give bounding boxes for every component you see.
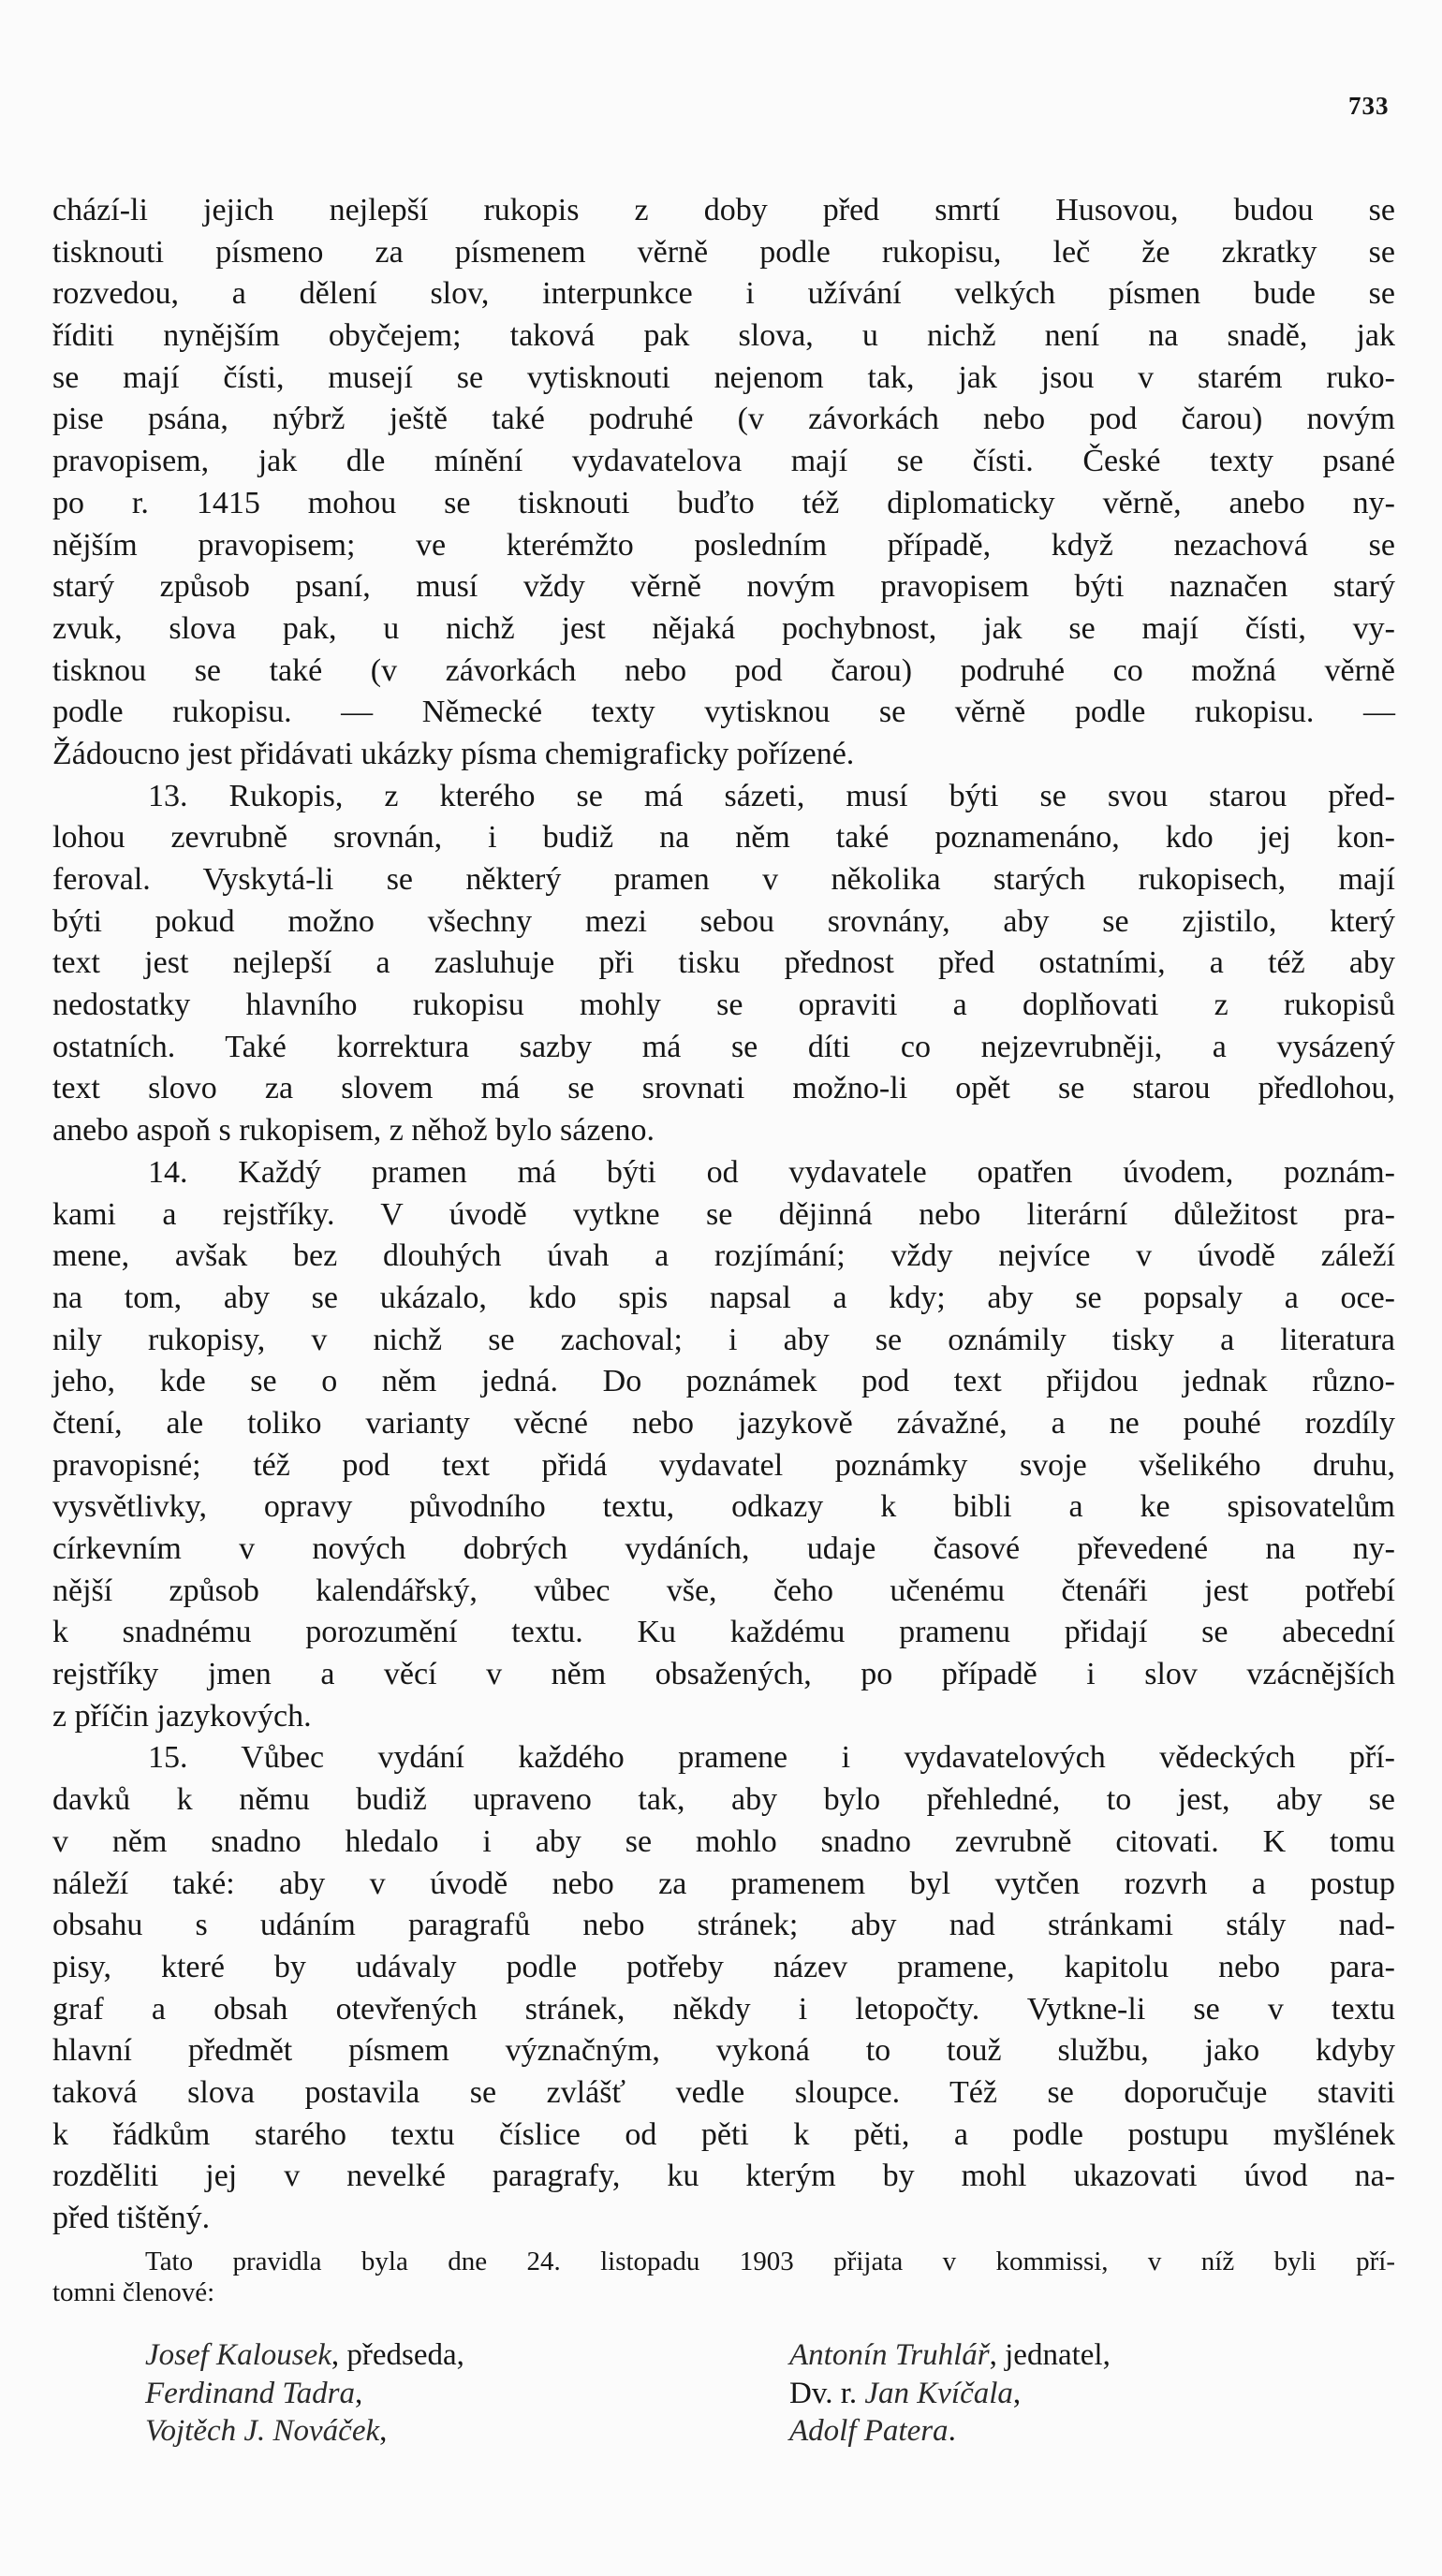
text-line: feroval. Vyskytá-li se některý pramen v několika starých rukopisech, mají <box>52 862 1395 897</box>
text-line: rejstříky jmen a věcí v něm obsažených, po případě i slov vzácnějších <box>52 1657 1395 1692</box>
text-line: pisy, které by udávaly podle potřeby název pramene, kapitolu nebo para- <box>52 1949 1395 1984</box>
commission-note-line: Tato pravidla byla dne 24. listopadu 1903 přijata v kommissi, v níž byli pří- <box>145 2247 1395 2276</box>
commission-note <box>52 2247 1395 2308</box>
signatures-right-column <box>789 2336 1111 2451</box>
signature-name: Ferdinand Tadra <box>145 2376 356 2410</box>
text-line: pravopisem, jak dle mínění vydavatelova mají se čísti. České texty psané <box>52 444 1395 479</box>
paragraph <box>52 190 1395 776</box>
text-line: jeho, kde se o něm jedná. Do poznámek pod text přijdou jednak různo- <box>52 1364 1395 1399</box>
signature-entry <box>145 2412 464 2451</box>
signatures-left-column <box>145 2336 464 2451</box>
text-line: vysvětlivky, opravy původního textu, odkazy k bibli a ke spisovatelům <box>52 1489 1395 1525</box>
text-line: zvuk, slova pak, u nichž jest nějaká pochybnost, jak se mají čísti, vy- <box>52 610 1395 646</box>
body-text <box>52 190 1395 2240</box>
text-line: rozvedou, a dělení slov, interpunkce i užívání velkých písmen bude se <box>52 276 1395 312</box>
signature-entry <box>789 2336 1111 2375</box>
text-line: nedostatky hlavního rukopisu mohly se opraviti a doplňovati z rukopisů <box>52 988 1395 1023</box>
signature-role: , jednatel, <box>989 2338 1111 2372</box>
text-line: text jest nejlepší a zasluhuje při tisku přednost před ostatními, a též aby <box>52 945 1395 981</box>
text-line: nější způsob kalendářský, vůbec vše, čeho učenému čtenáři jest potřebí <box>52 1573 1395 1608</box>
text-line: graf a obsah otevřených stránek, někdy i letopočty. Vytkne-li se v textu <box>52 1991 1395 2027</box>
signature-entry <box>789 2375 1111 2413</box>
signature-name: Josef Kalousek <box>145 2338 331 2372</box>
page-number: 733 <box>1348 92 1390 120</box>
text-line: na tom, aby se ukázalo, kdo spis napsal a kdy; aby se popsaly a oce- <box>52 1280 1395 1315</box>
text-line: pravopisné; též pod text přidá vydavatel poznámky svoje všelikého druhu, <box>52 1447 1395 1483</box>
signature-name: Adolf Patera <box>789 2414 949 2448</box>
text-line: mene, avšak bez dlouhých úvah a rozjímání; vždy nejvíce v úvodě záleží <box>52 1238 1395 1274</box>
signature-name: Vojtěch J. Nováček <box>145 2414 380 2448</box>
signature-prefix: Dv. r. <box>789 2376 865 2410</box>
signature-entry <box>789 2412 1111 2451</box>
text-line: k snadnému porozumění textu. Ku každému pramenu přidají se abecední <box>52 1615 1395 1650</box>
signature-role: . <box>948 2414 956 2448</box>
text-line: anebo aspoň s rukopisem, z něhož bylo sázeno. <box>52 1113 655 1149</box>
paragraph <box>52 1152 1395 1738</box>
text-line: náleží také: aby v úvodě nebo za pramenem byl vytčen rozvrh a postup <box>52 1866 1395 1901</box>
signature-role: , <box>355 2376 363 2410</box>
signature-name: Jan Kvíčala <box>864 2376 1013 2410</box>
text-line: říditi nynějším obyčejem; taková pak slova, u nichž není na snadě, jak <box>52 318 1395 354</box>
text-line: lohou zevrubně srovnán, i budiž na něm také poznamenáno, kdo jej kon- <box>52 820 1395 856</box>
text-line: tisknouti písmeno za písmenem věrně podle rukopisu, leč že zkratky se <box>52 234 1395 270</box>
text-line: hlavní předmět písmem význačným, vykoná to touž službu, jako kdyby <box>52 2033 1395 2069</box>
text-line: starý způsob psaní, musí vždy věrně novým pravopisem býti naznačen starý <box>52 569 1395 605</box>
text-line: chází-li jejich nejlepší rukopis z doby před smrtí Husovou, budou se <box>52 193 1395 227</box>
text-line: 14. Každý pramen má býti od vydavatele opatřen úvodem, poznám- <box>148 1154 1395 1190</box>
signature-entry <box>145 2375 464 2413</box>
signature-role: , předseda, <box>331 2338 464 2372</box>
text-line: taková slova postavila se zvlášť vedle sloupce. Též se doporučuje staviti <box>52 2074 1395 2110</box>
text-line: podle rukopisu. — Německé texty vytisknou se věrně podle rukopisu. — <box>52 695 1395 730</box>
text-line: ostatních. Také korrektura sazby má se díti co nejzevrubněji, a vysázený <box>52 1029 1395 1064</box>
text-line: nějším pravopisem; ve kterémžto posledním případě, když nezachová se <box>52 527 1395 563</box>
text-line: v něm snadno hledalo i aby se mohlo snadno zevrubně citovati. K tomu <box>52 1823 1395 1859</box>
text-line: církevním v nových dobrých vydáních, udaje časové převedené na ny- <box>52 1531 1395 1566</box>
text-line: Žádoucno jest přidávati ukázky písma chemigraficky pořízené. <box>52 736 855 771</box>
signature-name: Antonín Truhlář <box>789 2338 990 2372</box>
signature-role: , <box>1012 2376 1022 2410</box>
signature-entry <box>145 2336 464 2375</box>
text-line: po r. 1415 mohou se tisknouti buďto též diplomaticky věrně, anebo ny- <box>52 485 1395 520</box>
text-line: čtení, ale toliko varianty věcné nebo jazykově závažné, a ne pouhé rozdíly <box>52 1405 1395 1441</box>
text-line: 13. Rukopis, z kterého se má sázeti, musí býti se svou starou před- <box>148 778 1395 813</box>
text-line: z příčin jazykových. <box>52 1698 312 1734</box>
text-line: obsahu s udáním paragrafů nebo stránek; aby nad stránkami stály nad- <box>52 1908 1395 1943</box>
signature-role: , <box>379 2414 388 2448</box>
commission-note-line: tomni členové: <box>52 2277 215 2307</box>
text-line: 15. Vůbec vydání každého pramene i vydavatelových vědeckých pří- <box>148 1740 1395 1776</box>
text-line: nily rukopisy, v nichž se zachoval; i aby se oznámily tisky a literatura <box>52 1322 1395 1357</box>
paragraph <box>52 1737 1395 2239</box>
text-line: davků k němu budiž upraveno tak, aby bylo přehledné, to jest, aby se <box>52 1782 1395 1818</box>
text-line: pise psána, nýbrž ještě také podruhé (v závorkách nebo pod čarou) novým <box>52 402 1395 437</box>
text-line: se mají čísti, musejí se vytisknouti nejenom tak, jak jsou v starém ruko- <box>52 359 1395 395</box>
text-line: text slovo za slovem má se srovnati možno-li opět se starou předlohou, <box>52 1071 1395 1106</box>
text-line: kami a rejstříky. V úvodě vytkne se dějinná nebo literární důležitost pra- <box>52 1196 1395 1232</box>
text-line: býti pokud možno všechny mezi sebou srovnány, aby se zjistilo, který <box>52 903 1395 939</box>
paragraph <box>52 776 1395 1152</box>
text-line: k řádkům starého textu číslice od pěti k pěti, a podle postupu myšlének <box>52 2116 1395 2152</box>
text-line: tisknou se také (v závorkách nebo pod čarou) podruhé co možná věrně <box>52 652 1395 688</box>
text-line: před tištěný. <box>52 2201 211 2235</box>
text-line: rozděliti jej v nevelké paragrafy, ku kterým by mohl ukazovati úvod na- <box>52 2159 1395 2194</box>
